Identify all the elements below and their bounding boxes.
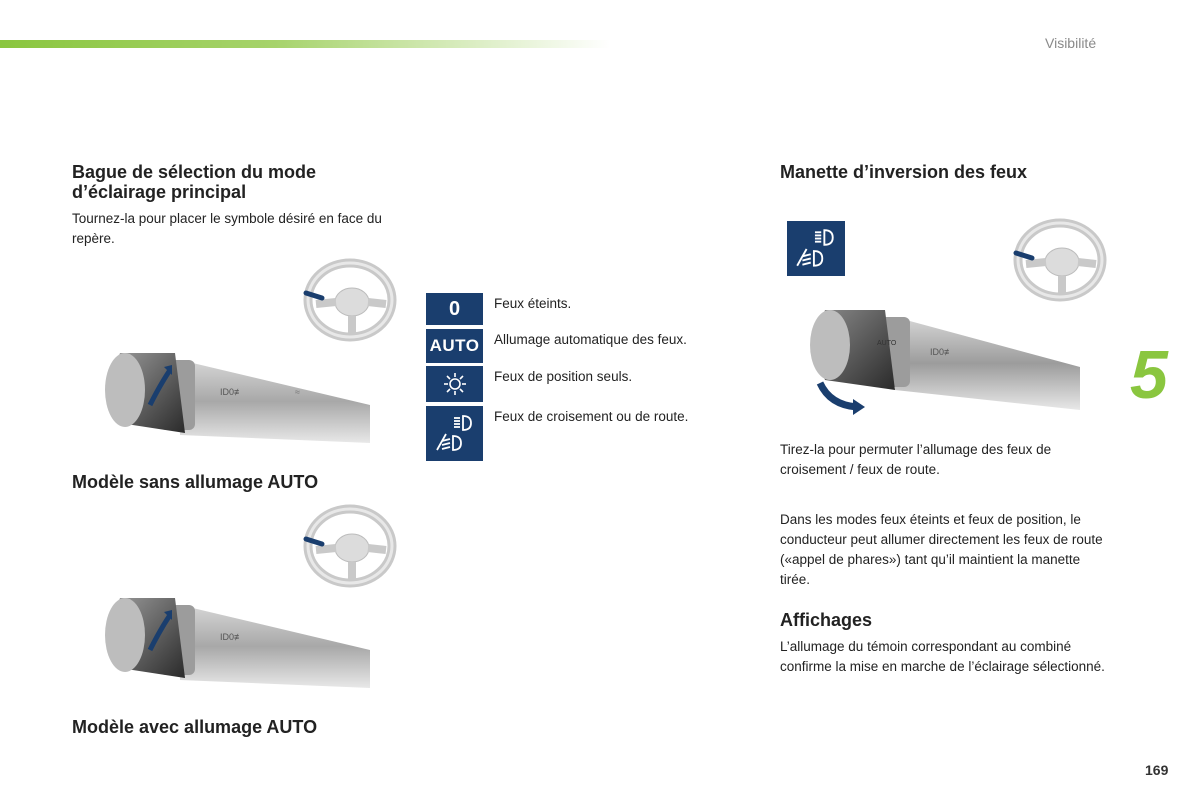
pull-instruction-text: Tirez-la pour permuter l’allumage des feux de croisement / feux de route. [780,442,1052,477]
steering-wheel-illustration [300,504,400,588]
model-with-auto-title: Modèle avec allumage AUTO [72,717,318,737]
svg-text:≈: ≈ [295,387,300,397]
svg-text:ID0≢: ID0≢ [930,347,954,357]
lighting-stalk-auto-illustration [100,590,380,690]
svg-text:AUTO: AUTO [877,340,897,347]
svg-text:ID0≢: ID0≢ [220,387,244,397]
section-title-main-lighting: Bague de sélection du mode d’éclairage principal [72,162,317,202]
model-without-auto-title: Modèle sans allumage AUTO [72,472,319,492]
beam-switch-stalk-illustration [805,305,1090,420]
sun-icon [426,366,483,402]
auto-lights-icon: AUTO [426,329,483,363]
intro-text: Tournez-la pour placer le symbole désiré en face du repère. [72,211,382,246]
legend-label-off: Feux éteints. [494,296,572,311]
header-green-bar [0,40,610,48]
beam-icon [426,406,483,461]
lighting-stalk-illustration [100,345,380,445]
flash-instruction-text: Dans les modes feux éteints et feux de position, le conducteur peut allumer directement les feux de route («appel de phares») tant qu’il maintient la manette tirée. [780,512,1103,587]
display-text: L’allumage du témoin correspondant au combiné confirme la mise en marche de l’éclairage sélectionné. [780,639,1105,674]
legend-label-beam: Feux de croisement ou de route. [494,409,689,424]
legend-label-auto: Allumage automatique des feux. [494,332,687,347]
page-number: 169 [1145,762,1169,778]
steering-wheel-illustration [1010,218,1110,302]
lights-off-icon: 0 [426,293,483,325]
section-name: Visibilité [1045,35,1097,51]
chapter-number: 5 [1130,337,1168,413]
svg-text:ID0≢: ID0≢ [220,632,244,642]
legend-label-position: Feux de position seuls. [494,369,633,384]
high-beam-icon [787,221,845,276]
section-title-beam-switch: Manette d’inversion des feux [780,162,1028,182]
display-section-title: Affichages [780,610,873,630]
steering-wheel-illustration [300,258,400,342]
